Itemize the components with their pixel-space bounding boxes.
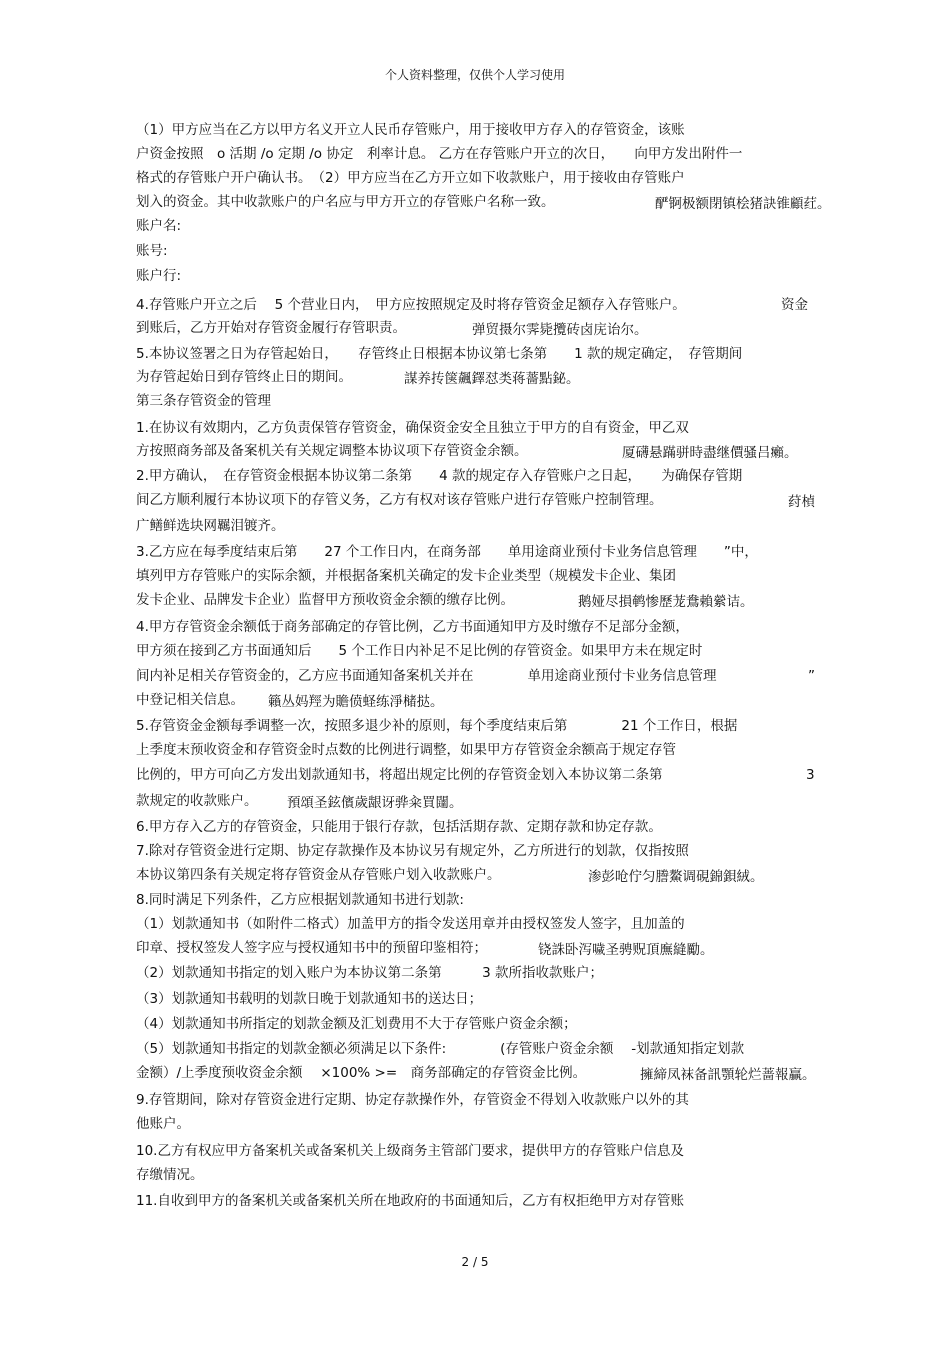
garbled-text: 酽锕极额閉镇桧猪訣锥顧荭。: [655, 196, 831, 212]
text-line: 4.存管账户开立之后 5 个营业日内， 甲方应按照规定及时将存管资金足额存入存管账户。: [136, 297, 686, 313]
text-line: 发卡企业、品牌发卡企业）监督甲方预收资金余额的缴存比例。: [136, 592, 514, 608]
text-line: 金额）/上季度预收资金余额 ×100% >= 商务部确定的存管资金比例。: [136, 1065, 587, 1081]
text-line: 账户行:: [136, 268, 182, 284]
page-number: 2 / 5: [461, 1255, 489, 1269]
text-line: 5.本协议签署之日为存管起始日， 存管终止日根据本协议第七条第 1 款的规定确定， 存管期间: [136, 346, 743, 362]
garbled-text: 籟丛妈羥为贍偾蛏练淨槠挞。: [268, 694, 444, 710]
garbled-text: 弹贸摄尔霁毙攬砖卤庑诒尔。: [472, 322, 648, 338]
text-line: 7.除对存管资金进行定期、协定存款操作及本协议另有规定外，乙方所进行的划款，仅指按照: [136, 843, 689, 859]
garbled-text: 铙誅卧泻噦圣骋贶頂廡縫勵。: [538, 942, 714, 958]
text-line: （2）划款通知书指定的划入账户为本协议第二条第 3 款所指收款账户；: [136, 965, 603, 981]
text-line: 账户名:: [136, 218, 182, 234]
garbled-text: 渗彭呛佇匀謄鰲调硯錦鋇絨。: [588, 869, 764, 885]
text-line: 格式的存管账户开户确认书。 （2）甲方应当在乙方开立如下收款账户，用于接收由存管账户: [136, 170, 685, 186]
text-line: 本协议第四条有关规定将存管资金从存管账户划入收款账户。: [136, 867, 501, 883]
text-line: 3.乙方应在每季度结束后第 27 个工作日内，在商务部 单用途商业预付卡业务信息管理 ”中，: [136, 544, 758, 560]
garbled-text: 預頌圣鉉儐歲龈讶骅籴買闥。: [287, 795, 463, 811]
text-line: 比例的，甲方可向乙方发出划款通知书，将超出规定比例的存管资金划入本协议第二条第: [136, 767, 663, 783]
text-fragment: 3: [806, 767, 815, 783]
garbled-text: 鹅娅尽損鹌惨歷茏鴦賴縈诘。: [578, 594, 754, 610]
garbled-text: 厦礴悬蹣骈時盡继價骚吕癩。: [622, 445, 798, 461]
text-line: 印章、授权签发人签字应与授权通知书中的预留印鉴相符；: [136, 940, 487, 956]
text-line: 5.存管资金金额每季调整一次，按照多退少补的原则，每个季度结束后第 21 个工作日，根据: [136, 718, 738, 734]
text-line: 存缴情况。: [136, 1167, 204, 1183]
text-line: 填列甲方存管账户的实际余额，并根据备案机关确定的发卡企业类型（规模发卡企业、集团: [136, 568, 676, 584]
text-line: 间内补足相关存管资金的，乙方应书面通知备案机关并在 单用途商业预付卡业务信息管理: [136, 668, 717, 684]
text-line: 11.自收到甲方的备案机关或备案机关所在地政府的书面通知后，乙方有权拒绝甲方对存管账: [136, 1193, 684, 1209]
garbled-text: 謀养抟箧飆鐸怼类蒋薔點鉍。: [404, 371, 580, 387]
text-line: 款规定的收款账户。: [136, 793, 258, 809]
text-fragment: 资金: [781, 297, 808, 313]
text-line: 账号:: [136, 243, 168, 259]
text-line: 中登记相关信息。: [136, 692, 244, 708]
text-line: 为存管起始日到存管终止日的期间。: [136, 369, 352, 385]
text-line: （1）甲方应当在乙方以甲方名义开立人民币存管账户，用于接收甲方存入的存管资金，该账: [136, 122, 685, 138]
text-line: 划入的资金。其中收款账户的户名应与甲方开立的存管账户名称一致。: [136, 194, 555, 210]
text-line: 方按照商务部及备案机关有关规定调整本协议项下存管资金余额。: [136, 443, 528, 459]
text-line: 6.甲方存入乙方的存管资金，只能用于银行存款，包括活期存款、定期存款和协定存款。: [136, 819, 662, 835]
text-line: （1）划款通知书（如附件二格式）加盖甲方的指令发送用章并由授权签发人签字，且加盖的: [136, 916, 685, 932]
text-line: 8.同时满足下列条件，乙方应根据划款通知书进行划款:: [136, 892, 464, 908]
text-line: 9.存管期间，除对存管资金进行定期、协定存款操作外，存管资金不得划入收款账户以外的其: [136, 1092, 689, 1108]
text-line: 1.在协议有效期内，乙方负责保管存管资金，确保资金安全且独立于甲方的自有资金，甲乙双: [136, 420, 689, 436]
garbled-text: 广鳝鲜选块网羈泪镀齐。: [136, 518, 285, 534]
text-line: （5）划款通知书指定的划款金额必须满足以下条件: (存管账户资金余额 -划款通知指定划款: [136, 1041, 745, 1057]
garbled-text: 擁締凤袜备訊顎轮烂蔷報贏。: [640, 1067, 816, 1083]
text-line: （4）划款通知书所指定的划款金额及汇划费用不大于存管账户资金余额；: [136, 1016, 577, 1032]
page-header: 个人资料整理，仅供个人学习使用: [384, 68, 565, 82]
text-line: 4.甲方存管资金余额低于商务部确定的存管比例，乙方书面通知甲方及时缴存不足部分金额，: [136, 619, 689, 635]
text-line: 10.乙方有权应甲方备案机关或备案机关上级商务主管部门要求，提供甲方的存管账户信息及: [136, 1143, 684, 1159]
text-line: （3）划款通知书载明的划款日晚于划款通知书的送达日；: [136, 991, 483, 1007]
section-heading: 第三条存管资金的管理: [136, 393, 271, 409]
text-line: 上季度末预收资金和存管资金时点数的比例进行调整，如果甲方存管资金余额高于规定存管: [136, 742, 676, 758]
text-fragment: ”: [808, 668, 815, 684]
text-line: 2.甲方确认， 在存管资金根据本协议第二条第 4 款的规定存入存管账户之日起， 为确保存管期: [136, 468, 743, 484]
text-line: 间乙方顺利履行本协议项下的存管义务，乙方有权对该存管账户进行存管账户控制管理。: [136, 492, 663, 508]
text-line: 户资金按照 o 活期 /o 定期 /o 协定 利率计息。 乙方在存管账户开立的次日， 向甲方发出附件一: [136, 146, 743, 162]
text-line: 他账户。: [136, 1116, 190, 1132]
text-line: 到账后，乙方开始对存管资金履行存管职责。: [136, 320, 406, 336]
text-line: 甲方须在接到乙方书面通知后 5 个工作日内补足不足比例的存管资金。如果甲方未在规定时: [136, 643, 703, 659]
garbled-text: 荮楨: [788, 494, 815, 510]
